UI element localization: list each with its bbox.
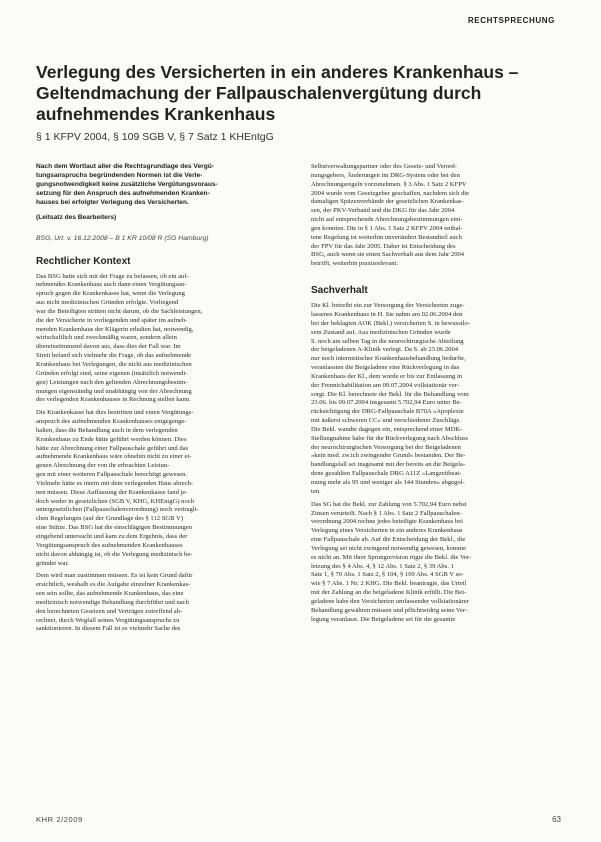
body-line: hätte zur Abrechnung einer Fallpauschale geführt und das [36,444,189,452]
body-line: gen konnten. Die in § 1 Abs. 1 Satz 2 KFPV 2004 enthal- [311,224,463,232]
body-line: Krankenhaus der Kl., dem wurde er bis zur Entlassung in [311,372,463,380]
guide-line: gungsnotwendigkeit keine zusätzliche Vergütungsvoraus- [36,180,218,188]
body-line: S. noch am selben Tag in die neurochirurgische Abteilung [311,337,464,345]
body-line: handlungsfall sei insgesamt mit der bereits an die Beigela- [311,461,466,469]
body-line: Selbstverwaltungspartner oder des Gesetz- und Verord- [311,163,457,170]
body-line: Dem wird man zustimmen müssen. Es ist kein Grund dafür [36,572,193,580]
section-heading: Rechtlicher Kontext [36,255,131,267]
body-line: sen sein sollte, das aufnehmende Krankenhaus, das eine [36,590,184,598]
right-body-text [311,302,564,624]
body-line: Krankenhaus zu Ende hätte geführt werden können. Dies [36,435,187,443]
body-line: sen, der PKV-Verband und die DKG für das Jahr 2004 [311,207,455,215]
body-line: veranlassten die Beigeladene eine Rückverlegung in das [311,364,460,372]
body-line: nungsgebers, Änderungen im DRG-System oder bei den [311,171,460,179]
body-line: mung mehr als 95 und weniger als 144 Stunden« abgegol- [311,479,465,486]
body-line: den berechneten Gesetzen und Verträgen zutreffend ab- [36,607,183,615]
body-line: geladene habe den Versicherten umfassender vollstationärer [311,597,469,605]
journal-footer: KHR 2/2009 [36,815,83,824]
body-line: mit äußerst schweren CC« und verschiedener Zuschläge. [311,417,461,425]
body-line: genen Abrechnung der von ihr erbrachten Leistun- [36,462,170,470]
body-line: mit der Zahlung an die beigeladene Klinik erfüllt. Die Bei- [311,589,467,597]
body-line: sanktionieren. In diesem Fall ist es vielmehr Sache des [36,625,181,633]
body-line: lassenes Krankenhaus in H. Sie nahm am 02.06.2004 den [311,310,463,318]
section-tag: RECHTSPRECHUNG [467,16,555,25]
body-line: Zinsen verurteilt. Nach § 1 Abs. 1 Satz 2 Fallpauschalen- [311,509,462,517]
body-line: »kein med. zw.ich zwingender Grund« bestanden. Der Be- [311,452,466,460]
body-line: tene Regelung ist weiterhin unverändert Bestandteil auch [311,233,462,241]
body-line: gen mit einer weiteren Fallpauschale berechtigt gewesen. [36,471,188,479]
body-line: Abrechnungsregeln vorzunehmen. § 3 Abs. 1 Satz 2 KFPV [311,180,467,188]
body-line: die der Versicherte in vorliegenden und später im aufneh- [36,316,188,324]
court-citation: BSG, Urt. v. 16.12.2008 – B 1 KR 10/08 R (SG Hamburg) [36,234,209,242]
body-line: Streit befand sich vielmehr die Frage, ob das aufnehmende [36,352,192,360]
body-line: Das SG hat die Bekl. zur Zahlung von 5.702,94 Euro nebst [311,500,467,508]
leitsatz-note: (Leitsatz des Bearbeiters) [36,213,117,221]
body-line: Krankenhaus bei Verlegungen, die nicht aus medizinischen [36,360,192,368]
body-line: der Frennichabilitation am 09.07.2004 vollstationär ver- [311,381,460,389]
body-line: Verlegung eines Versicherten in ein anderes Krankenhaus [311,527,463,535]
body-line: eine Stütze. Das BSG hat die einschlägigen Bestimmungen [36,524,193,532]
right-column [311,163,564,625]
body-line: Das BSG hatte sich mit der Frage zu befassen, ob ein auf- [36,272,189,280]
body-line: aus nicht medizinischen Gründen erfolgte. Vorliegend [36,299,179,307]
body-line: spruch gegen die Krankenkasse hat, wenn die Verlegung [36,290,185,298]
guide-line: setzung für den Anspruch des aufnehmenden Kranken- [36,189,210,197]
body-line: verordnung 2004 rechne jedes beteiligte Krankenhaus bei [311,518,463,526]
body-line: chen Regelungen (auf der Grundlage des § 112 SGB V) [36,515,184,523]
guide-line: Nach dem Wortlaut aller die Rechtsgrundlage des Vergü- [36,163,214,170]
body-line: aufnehmende Krankenhaus wäre ohnehin nicht zu einer ei- [36,453,192,461]
title-line: Verlegung des Versicherten in ein anderes Krankenhaus – [36,62,519,82]
legal-references: § 1 KFPV 2004, § 109 SGB V, § 7 Satz 1 KHEntgG [36,131,274,143]
body-line: BSG, auch wenn sie einen Sachverhalt aus dem Jahr 2004 [311,251,465,259]
body-line: war die Beteiligten stritten nicht darum, ob die Sachleistungen, [36,307,203,315]
body-line: betrifft, weiterhin praxisrelevant. [311,260,399,268]
body-line: 2004 wurde vom Gesetzgeber geschaffen, nachdem sich die [311,189,470,197]
body-line: gen) Leistungen nach den geltenden Abrechnungsbestim- [36,378,188,386]
left-body-text [36,273,286,635]
body-line: nur noch internistischer Krankenhausbehandlung bedurfte, [311,355,466,363]
title-line: Geltendmachung der Fallpauschalenvergütung durch [36,83,482,103]
guide-line: hauses bei erfolgter Verlegung des Versicherten. [36,198,189,206]
body-line: Behandlung gewähren müssen und pflichtwidrig seine Ver- [311,606,468,614]
article-title [36,62,566,125]
body-line: des verlegenden Krankenhauses in Rechnung stellen kann. [36,396,191,404]
body-line: Vielmehr hätte es intern mit dem verlegenden Haus abrech- [36,479,194,487]
body-line: rücksichtigung der DRG-Fallpauschale B70A »Apoplexie [311,408,464,416]
body-line: Satz 1, § 70 Abs. 1 Satz 2, § 104, § 109 Abs. 4 SGB V so- [311,571,464,579]
page-number: 63 [552,815,561,824]
body-line: legung veranlasst. Die Beigeladene sei für die gesamte [311,615,456,623]
body-line: doch weder in gesetzlichen (SGB V, KHG, KHEntgG) noch [36,497,194,505]
body-line: gründet war. [36,559,69,567]
body-line: der FPV für das Jahr 2005. Daher ist Entscheidung des [311,242,456,250]
body-line: eingehend untersucht und kam zu dem Ergebnis, dass der [36,533,188,540]
body-line: nicht davon abhängig ist, ob die Verlegung medizinisch be- [36,550,193,558]
body-line: rechnet, durch Wegfall seines Vergütungsanspruchs zu [36,616,180,624]
body-line: sem Zustand auf. Aus medizinischen Gründen wurde [311,328,451,336]
body-line: nicht auf entsprechende Abrechnungsbestimmungen eini- [311,216,463,224]
body-line: übereinstimmend davon aus, dass dies der Fall war. Im [36,343,181,351]
body-line: nehmendes Krankenhaus auch dann einen Vergütungsan- [36,281,187,289]
right-intro-text [311,163,564,269]
body-line: wie § 7 Abs. 1 Nr. 2 KHG. Die Bekl. beantragte, das Urteil [311,580,467,588]
body-line: der neurochirurgischen Versorgung bei der Beigeladenen [311,443,461,451]
body-line: anspruch des aufnehmenden Krankenhauses entgegenge- [36,418,187,426]
guide-line: tungsanspruchs begründenden Normen ist die Verle- [36,171,203,179]
body-line: 23.06. bis 09.07.2004 insgesamt 5.702,94 Euro unter Be- [311,399,462,407]
body-line: ersichtlich, weshalb es die Aufgabe einzelner Krankenkas- [36,581,191,589]
guiding-principle [36,163,286,208]
body-line: Die Kl. betreibt ein zur Versorgung der Versicherten zuge- [311,302,465,310]
body-line: es nicht an. Mit ihrer Sprungrevision rügte die Bekl. die Ver- [311,553,472,561]
body-line: Die Krankenkasse hat dies bestritten und einen Vergütungs- [36,409,194,417]
body-line: bei der beklagten AOK (Bekl.) versicherten S. in bewusstlo- [311,319,470,327]
body-line: halten, dass die Behandlung auch in dem verlegenden [36,426,178,434]
section-heading: Sachverhalt [311,285,368,297]
body-line: untergesetzlichen (Fallpauschalenverordnung) noch vertragli- [36,506,199,514]
left-column [36,163,286,634]
body-line: Stellungnahme habe für die Rückverlegung nach Abschluss [311,434,469,442]
body-line: damaligen Spitzenverbände der gesetzlichen Krankenkas- [311,198,464,206]
body-line: sorgt. Die Kl. berechnete der Bekl. für die Behandlung vom [311,390,469,398]
body-line: wirtschaftlich und zweckmäßig waren, sondern allein [36,334,177,342]
body-line: Vergütungsanspruch des aufnehmenden Krankenhauses [36,541,183,549]
body-line: dene gezahlten Fallpauschale DRG A11Z »Langzeitbeat- [311,470,462,478]
body-line: der beigeladenen A-Klinik verlegt. Da S. ab 23.06.2004 [311,346,459,354]
body-line: medizinisch notwendige Behandlung durchführt und nach [36,598,189,606]
body-line: eine Fallpauschale ab. Auf die Entscheidung der Bekl., die [311,536,466,544]
body-line: ten. [311,487,321,495]
body-line: Verlegung sei nicht zwingend notwendig gewesen, komme [311,544,467,552]
body-line: nen müssen. Diese Auffassung der Krankenkasse fand je- [36,488,188,496]
body-line: mungen eigenständig und unabhängig von der Abrechnung [36,387,192,395]
body-line: Die Bekl. wandte dagegen ein, entsprechend einer MDK- [311,425,463,433]
body-line: Gründen erfolgt sind, seine eigenen (insätzlich notwendi- [36,369,188,377]
body-line: letzung des § 4 Abs. 4, § 12 Abs. 1 Satz 2, § 39 Abs. 1 [311,562,454,570]
title-line: aufnehmendes Krankenhaus [36,104,276,124]
body-line: menden Krankenhaus der Klägerin erhalten hat, notwendig, [36,325,194,333]
